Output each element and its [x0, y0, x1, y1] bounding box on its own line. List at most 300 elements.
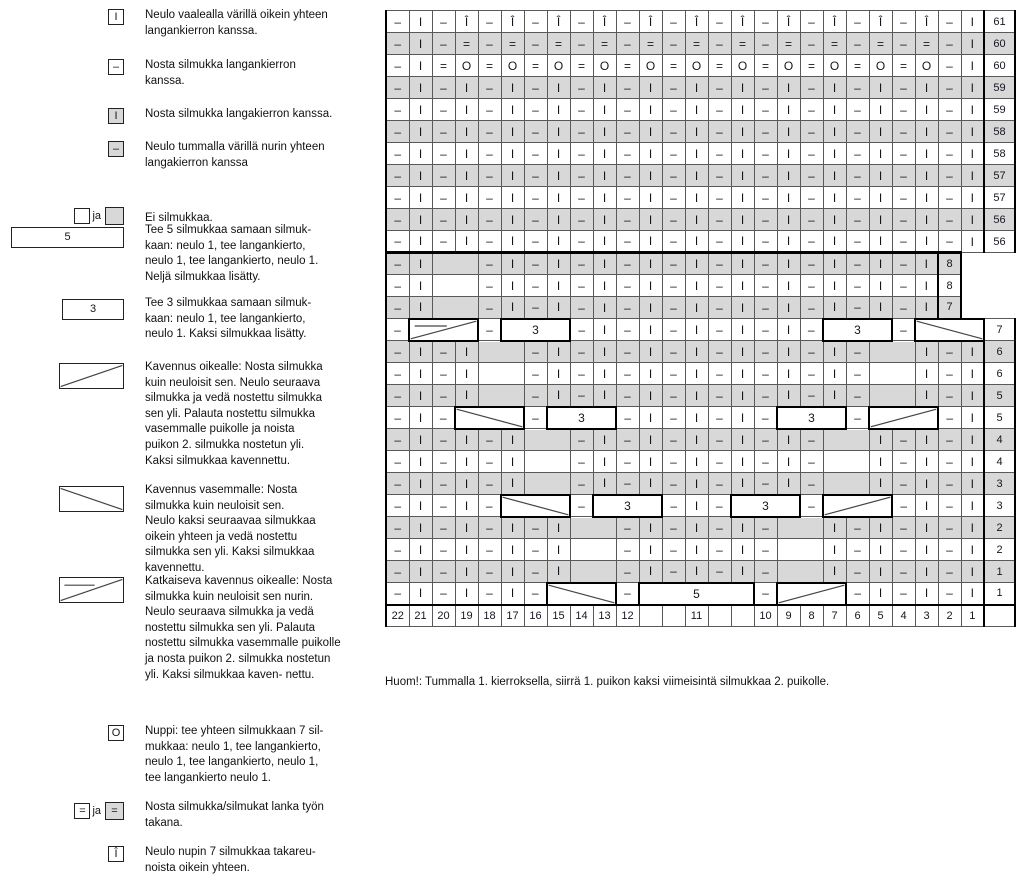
chart-cell	[478, 341, 524, 363]
chart-cell: –	[386, 187, 409, 209]
chart-cell: I	[639, 297, 662, 319]
chart-cell: –	[662, 385, 685, 407]
chart-cell	[823, 429, 869, 451]
stitch-number: 22	[386, 605, 409, 627]
chart-cell: I	[869, 121, 892, 143]
chart-cell: –	[754, 363, 777, 385]
chart-cell: –	[386, 99, 409, 121]
chart-cell: I	[685, 165, 708, 187]
chart-cell: –	[754, 561, 777, 583]
chart-cell: I	[915, 429, 938, 451]
chart-cell: –	[708, 495, 731, 517]
chart-cell: –	[616, 33, 639, 55]
chart-cell: I	[685, 539, 708, 561]
chart-cell: =	[593, 33, 616, 55]
chart-cell: O	[823, 55, 846, 77]
chart-cell: –	[892, 143, 915, 165]
chart-cell: I	[823, 143, 846, 165]
chart-cell: I	[501, 99, 524, 121]
chart-cell: –	[570, 451, 593, 473]
chart-cell: I	[547, 385, 570, 407]
symbol-box: –	[108, 59, 124, 75]
symbol-box-decrease	[59, 577, 124, 603]
chart-cell: –	[524, 561, 547, 583]
legend-symbol	[8, 363, 124, 389]
legend-item-text: Nosta silmukka langankierron kanssa.	[145, 59, 296, 87]
decrease-right-icon	[870, 408, 937, 428]
chart-cell: –	[800, 385, 823, 407]
chart-cell	[524, 451, 570, 473]
legend-symbol	[8, 802, 124, 820]
chart-cell: I	[593, 77, 616, 99]
chart-cell: –	[754, 165, 777, 187]
chart-cell	[478, 363, 524, 385]
chart-cell: I	[869, 297, 892, 319]
chart-cell: –	[800, 275, 823, 297]
chart-cell: –	[386, 473, 409, 495]
chart-cell: –	[662, 407, 685, 429]
chart-cell	[524, 429, 570, 451]
chart-cell: I	[639, 187, 662, 209]
chart-cell: I	[593, 165, 616, 187]
chart-cell: I	[731, 319, 754, 341]
chart-cell: –	[708, 33, 731, 55]
chart-cell: –	[616, 209, 639, 231]
chart-cell: –	[892, 187, 915, 209]
chart-cell: –	[616, 165, 639, 187]
chart-cell: I	[777, 99, 800, 121]
legend-symbol	[8, 207, 124, 225]
chart-cell: I	[639, 363, 662, 385]
chart-cell: –	[708, 319, 731, 341]
chart-cell: I	[731, 209, 754, 231]
chart-cell: I	[823, 341, 846, 363]
chart-cell: I	[409, 77, 432, 99]
chart-cell: I	[639, 143, 662, 165]
chart-cell: I	[777, 143, 800, 165]
chart-cell: I	[777, 275, 800, 297]
chart-cell: I	[777, 187, 800, 209]
chart-cell: I	[455, 363, 478, 385]
chart-cell: –	[662, 143, 685, 165]
chart-cell: –	[800, 429, 823, 451]
chart-cell: =	[639, 33, 662, 55]
chart-cell: I	[639, 77, 662, 99]
row-number: 1	[984, 583, 1015, 605]
chart-cell: –	[846, 11, 869, 33]
chart-cell: –	[386, 363, 409, 385]
chart-cell: I	[639, 517, 662, 539]
chart-cell: –	[754, 231, 777, 253]
row-number: 1	[984, 561, 1015, 583]
chart-cell: I	[869, 99, 892, 121]
chart-cell: –	[616, 11, 639, 33]
chart-cell: –	[800, 495, 823, 517]
row-number: 2	[984, 539, 1015, 561]
stitch-number: 6	[846, 605, 869, 627]
chart-cell: –	[432, 451, 455, 473]
chart-cell: –	[616, 319, 639, 341]
chart-cell: –	[846, 407, 869, 429]
chart-cell: 3	[593, 495, 662, 517]
stitch-number	[731, 605, 754, 627]
chart-cell: I	[685, 231, 708, 253]
chart-cell: –	[616, 363, 639, 385]
chart-cell: I	[731, 77, 754, 99]
chart-cell: I	[501, 253, 524, 275]
chart-cell: I	[455, 583, 478, 605]
chart-cell: I	[823, 209, 846, 231]
chart-cell: I	[639, 341, 662, 363]
chart-cell: I	[961, 11, 984, 33]
chart-cell: –	[478, 429, 501, 451]
legend-item-text: Nuppi: tee yhteen silmukkaan 7 sil- mukkaa: neulo 1, tee langankierto, neulo 1, tee langankierto, neulo 1, tee langankierto neulo 1.	[145, 725, 324, 784]
chart-cell: –	[616, 539, 639, 561]
legend-item-text: Katkaiseva kavennus oikealle: Nosta silmukka kuin neuloisit sen nurin. Neulo seuraava silmukka ja vedä nostettu silmukka sen yli. Palauta nostettu silmukka vasemmalle puikolle ja nosta puikon 2. silmukka nostetun yli. Kaksi silmukkaa kaven- nettu.	[145, 575, 341, 681]
chart-cell: I	[915, 363, 938, 385]
chart-cell: –	[386, 33, 409, 55]
chart-cell: –	[938, 77, 961, 99]
chart-cell: I	[961, 561, 984, 583]
chart-cell: –	[846, 517, 869, 539]
chart-cell: –	[570, 363, 593, 385]
stitch-number: 17	[501, 605, 524, 627]
chart-cell: I	[731, 341, 754, 363]
chart-cell: –	[892, 583, 915, 605]
chart-cell: I	[547, 187, 570, 209]
chart-cell: –	[386, 297, 409, 319]
chart-cell: –	[570, 11, 593, 33]
chart-cell: I	[731, 385, 754, 407]
legend-item-text: Ei silmukkaa.	[145, 212, 213, 224]
chart-cell: I	[961, 429, 984, 451]
chart-cell: I	[961, 517, 984, 539]
chart-cell: –	[800, 231, 823, 253]
chart-cell: I	[501, 429, 524, 451]
chart-cell: –	[432, 143, 455, 165]
chart-cell: I	[455, 77, 478, 99]
chart-cell: O	[685, 55, 708, 77]
chart-cell: I	[593, 473, 616, 495]
chart-cell: I	[685, 473, 708, 495]
chart-cell: –	[570, 77, 593, 99]
chart-cell: –	[846, 297, 869, 319]
chart-cell: –	[570, 341, 593, 363]
chart-cell: I	[869, 165, 892, 187]
chart-cell: –	[478, 231, 501, 253]
chart-cell	[432, 297, 478, 319]
chart-cell: I	[455, 143, 478, 165]
chart-cell: I	[915, 275, 938, 297]
chart-cell: I	[685, 99, 708, 121]
chart-cell: I	[501, 275, 524, 297]
chart-cell: I	[455, 561, 478, 583]
legend-symbol	[8, 486, 124, 512]
row-number: 7	[984, 319, 1015, 341]
symbol-box-light: =	[74, 803, 90, 819]
stitch-number: 4	[892, 605, 915, 627]
chart-cell: I	[961, 341, 984, 363]
chart-cell: Î	[639, 11, 662, 33]
chart-cell: =	[823, 33, 846, 55]
chart-cell: I	[547, 517, 570, 539]
chart-cell: –	[570, 473, 593, 495]
chart-cell: –	[892, 33, 915, 55]
chart-cell: I	[731, 121, 754, 143]
symbol-box-dark: =	[105, 802, 124, 820]
row-number: 2	[984, 517, 1015, 539]
row-number: 57	[984, 187, 1015, 209]
chart-cell: I	[823, 275, 846, 297]
chart-cell: I	[685, 209, 708, 231]
chart-cell: I	[547, 539, 570, 561]
chart-cell: –	[938, 99, 961, 121]
chart-cell: I	[639, 385, 662, 407]
chart-cell: I	[547, 209, 570, 231]
chart-cell: I	[593, 429, 616, 451]
chart-cell: –	[386, 143, 409, 165]
chart-cell: –	[386, 319, 409, 341]
chart-cell: –	[708, 143, 731, 165]
chart-cell: I	[869, 517, 892, 539]
chart-cell: –	[524, 385, 547, 407]
chart-cell: –	[616, 341, 639, 363]
chart-cell: I	[823, 231, 846, 253]
chart-cell: I	[685, 77, 708, 99]
chart-cell: –	[432, 495, 455, 517]
chart-cell: –	[708, 341, 731, 363]
stitch-number: 2	[938, 605, 961, 627]
chart-cell: =	[754, 55, 777, 77]
chart-cell: I	[961, 539, 984, 561]
chart-cell: –	[892, 429, 915, 451]
chart-cell: I	[639, 473, 662, 495]
legend-item-text: Nosta silmukka langakierron kanssa.	[145, 108, 333, 120]
chart-cell: –	[386, 121, 409, 143]
chart-cell: I	[409, 407, 432, 429]
chart-cell: –	[524, 143, 547, 165]
chart-cell	[409, 319, 478, 341]
stitch-number: 18	[478, 605, 501, 627]
chart-cell	[501, 495, 570, 517]
chart-cell: I	[547, 253, 570, 275]
chart-cell: I	[869, 77, 892, 99]
chart-cell: I	[409, 385, 432, 407]
chart-cell: I	[961, 187, 984, 209]
chart-cell: I	[409, 539, 432, 561]
chart-cell: –	[524, 407, 547, 429]
chart-cell: I	[639, 319, 662, 341]
chart-cell: I	[915, 77, 938, 99]
chart-cell: Î	[501, 11, 524, 33]
chart-cell: I	[409, 363, 432, 385]
chart-cell: I	[777, 121, 800, 143]
chart-cell	[432, 275, 478, 297]
chart-cell: I	[593, 385, 616, 407]
chart-cell: I	[455, 231, 478, 253]
chart-cell: I	[593, 231, 616, 253]
chart-cell	[570, 517, 616, 539]
chart-cell: –	[524, 275, 547, 297]
row-number: 56	[984, 209, 1015, 231]
chart-cell: I	[639, 231, 662, 253]
chart-cell: –	[524, 583, 547, 605]
chart-cell: –	[478, 187, 501, 209]
chart-cell: I	[823, 165, 846, 187]
chart-cell: –	[478, 539, 501, 561]
chart-cell: –	[800, 165, 823, 187]
chart-cell: I	[547, 165, 570, 187]
chart-cell: I	[639, 539, 662, 561]
chart-cell: –	[524, 209, 547, 231]
chart-cell: I	[409, 99, 432, 121]
chart-cell: –	[386, 275, 409, 297]
chart-cell: I	[547, 275, 570, 297]
chart-cell: I	[731, 561, 754, 583]
decrease-right-icon	[824, 496, 891, 516]
legend-item-text: Neulo tummalla värillä nurin yhteen langakierron kanssa	[145, 141, 325, 169]
chart-cell: –	[478, 583, 501, 605]
chart-cell: I	[961, 495, 984, 517]
chart-cell: I	[501, 539, 524, 561]
chart-cell: I	[547, 297, 570, 319]
stitch-number: 14	[570, 605, 593, 627]
chart-cell: –	[938, 429, 961, 451]
stitch-number: 21	[409, 605, 432, 627]
chart-cell: –	[478, 253, 501, 275]
chart-cell: –	[662, 363, 685, 385]
chart-cell: I	[961, 231, 984, 253]
symbol-box: O	[108, 725, 124, 741]
chart-cell: –	[616, 77, 639, 99]
chart-cell: –	[432, 429, 455, 451]
chart-cell: –	[708, 187, 731, 209]
chart-cell: –	[616, 187, 639, 209]
chart-cell: –	[432, 231, 455, 253]
chart-cell: I	[593, 99, 616, 121]
chart-cell: –	[478, 165, 501, 187]
chart-cell: –	[662, 319, 685, 341]
chart-cell: –	[708, 11, 731, 33]
stitch-number	[708, 605, 731, 627]
stitch-number: 12	[616, 605, 639, 627]
chart-cell: I	[915, 539, 938, 561]
symbol-box-5-stitches: 5	[11, 227, 124, 248]
chart-cell: I	[547, 341, 570, 363]
chart-cell: I	[915, 297, 938, 319]
chart-cell: I	[731, 275, 754, 297]
chart-cell: –	[846, 363, 869, 385]
chart-cell: 3	[823, 319, 892, 341]
chart-cell: I	[639, 451, 662, 473]
row-number: 7	[938, 297, 961, 319]
chart-cell: –	[570, 319, 593, 341]
chart-cell: I	[915, 99, 938, 121]
chart-cell: O	[501, 55, 524, 77]
chart-cell: I	[409, 583, 432, 605]
chart-cell: –	[616, 385, 639, 407]
symbol-box-3-stitches: 3	[62, 299, 124, 320]
legend-symbol	[8, 299, 124, 320]
legend-item-text: Kavennus oikealle: Nosta silmukka kuin neuloisit sen. Neulo seuraava silmukka ja vedä nostettu silmukka sen yli. Palauta nostettu silmukka vasemmalle puikolle ja noista puikon 2. silmukka nostetun yli. Kaksi silmukkaa kavennettu.	[145, 361, 323, 467]
stitch-number: 9	[777, 605, 800, 627]
chart-cell: –	[846, 187, 869, 209]
chart-cell: –	[938, 143, 961, 165]
chart-cell: –	[892, 297, 915, 319]
chart-cell: –	[662, 99, 685, 121]
chart-cell: I	[961, 55, 984, 77]
chart-cell: –	[432, 583, 455, 605]
symbol-box-decrease	[59, 363, 124, 389]
chart-cell: I	[639, 253, 662, 275]
chart-cell: –	[846, 143, 869, 165]
chart-cell: I	[409, 429, 432, 451]
chart-cell: =	[455, 33, 478, 55]
chart-cell: –	[524, 165, 547, 187]
chart-cell	[823, 451, 869, 473]
chart-cell: –	[478, 143, 501, 165]
decrease-left-icon	[548, 584, 615, 604]
chart-cell: –	[800, 121, 823, 143]
chart-cell: –	[938, 583, 961, 605]
chart-cell: I	[409, 11, 432, 33]
chart-cell: –	[386, 209, 409, 231]
chart-cell: Î	[823, 11, 846, 33]
chart-cell: –	[524, 11, 547, 33]
chart-cell: I	[869, 231, 892, 253]
chart-cell: –	[938, 121, 961, 143]
row-number: 6	[984, 363, 1015, 385]
chart-cell: –	[708, 121, 731, 143]
chart-cell: –	[662, 495, 685, 517]
chart-cell	[915, 319, 984, 341]
chart-cell: –	[800, 33, 823, 55]
chart-cell: I	[823, 99, 846, 121]
chart-cell: I	[593, 297, 616, 319]
decrease-right-icon	[778, 584, 845, 604]
chart-cell: –	[570, 165, 593, 187]
chart-cell: –	[754, 11, 777, 33]
chart-cell: I	[547, 561, 570, 583]
chart-cell: –	[386, 583, 409, 605]
chart-cell: –	[616, 517, 639, 539]
chart-cell: –	[570, 99, 593, 121]
chart-cell	[869, 407, 938, 429]
chart-cell: I	[409, 495, 432, 517]
chart-cell: I	[731, 473, 754, 495]
chart-cell: I	[961, 451, 984, 473]
chart-cell: –	[754, 539, 777, 561]
chart-cell	[823, 473, 869, 495]
chart-cell: I	[639, 407, 662, 429]
chart-cell: –	[478, 121, 501, 143]
chart-cell: I	[915, 561, 938, 583]
chart-cell: Î	[915, 11, 938, 33]
chart-cell: –	[386, 341, 409, 363]
chart-cell: –	[616, 473, 639, 495]
legend-symbol	[8, 725, 124, 741]
chart-cell: I	[823, 363, 846, 385]
chart-cell: –	[708, 231, 731, 253]
chart-cell: –	[800, 77, 823, 99]
chart-cell: –	[754, 143, 777, 165]
chart-cell: –	[846, 231, 869, 253]
chart-cell: –	[846, 77, 869, 99]
chart-cell: I	[823, 253, 846, 275]
chart-cell: I	[409, 55, 432, 77]
chart-cell: –	[432, 473, 455, 495]
chart-cell	[777, 539, 823, 561]
